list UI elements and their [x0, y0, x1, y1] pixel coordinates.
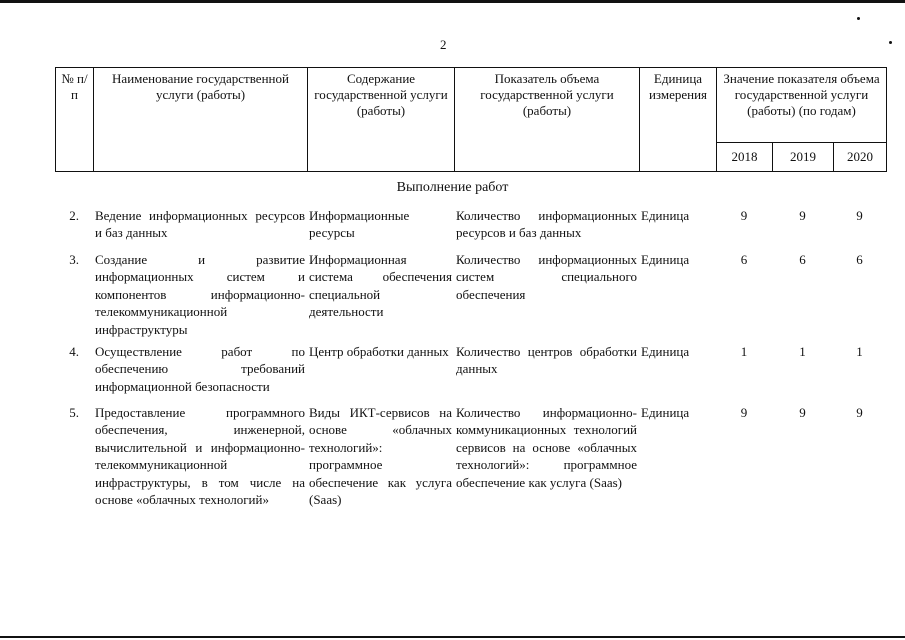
row-value-2019: 6 — [799, 252, 806, 267]
header-service-content: Содержание государственной услуги (работы) — [308, 68, 455, 172]
row-num: 3. — [69, 252, 79, 267]
table-row — [55, 249, 886, 341]
bottom-border-line — [0, 636, 905, 638]
page-number: 2 — [440, 37, 447, 52]
row-service-name: Предоставление программного обеспечения, инженерной, вычислительной и информационно-телекоммуникационной инфраструктуры, в том числе на основе «облачных технологий» — [95, 405, 305, 508]
row-volume-indicator: Количество информационных ресурсов и баз данных — [456, 208, 637, 241]
section-title: Выполнение работ — [396, 180, 509, 195]
scan-speck — [857, 17, 860, 20]
row-value-2020: 9 — [856, 405, 863, 420]
row-unit: Единица — [641, 344, 690, 359]
table-body — [55, 205, 886, 510]
row-unit: Единица — [641, 252, 690, 267]
header-indicator-value: Значение показателя объема государственной услуги (работы) (по годам) — [717, 68, 887, 143]
row-service-content: Виды ИКТ-сервисов на основе «облачных технологий»: программное обеспечение как услуга (Saas) — [309, 405, 452, 508]
table-row — [55, 205, 886, 249]
row-service-name: Ведение информационных ресурсов и баз данных — [95, 208, 305, 241]
header-service-name: Наименование государственной услуги (работы) — [94, 68, 308, 172]
scan-speck — [889, 41, 892, 44]
row-value-2018: 9 — [740, 405, 748, 420]
row-unit: Единица — [641, 405, 690, 420]
row-value-2019: 1 — [799, 344, 806, 359]
row-volume-indicator: Количество информационных систем специального обеспечения — [456, 252, 637, 302]
row-num: 4. — [69, 344, 79, 359]
row-service-content: Центр обработки данных — [309, 344, 449, 359]
row-service-name: Осуществление работ по обеспечению требований информационной безопасности — [95, 344, 305, 394]
table-header — [55, 67, 887, 172]
row-num: 2. — [69, 208, 79, 223]
row-value-2019: 9 — [799, 405, 806, 420]
header-volume-indicator: Показатель объема государственной услуги (работы) — [455, 68, 640, 172]
header-num: № п/п — [56, 68, 94, 172]
row-value-2020: 1 — [856, 344, 863, 359]
row-volume-indicator: Количество центров обработки данных — [456, 344, 637, 377]
row-num: 5. — [69, 405, 79, 420]
row-value-2020: 6 — [856, 252, 863, 267]
table-row — [55, 402, 886, 510]
header-year-2019: 2019 — [773, 143, 834, 172]
header-year-2020: 2020 — [834, 143, 887, 172]
row-service-content: Информационные ресурсы — [309, 208, 410, 241]
table-row — [55, 341, 886, 402]
header-year-2018: 2018 — [717, 143, 773, 172]
row-service-name: Создание и развитие информационных систем и компонентов информационно-телекоммуникационной инфраструктуры — [95, 252, 305, 337]
row-volume-indicator: Количество информационно-коммуникационных технологий сервисов на основе «облачных технологий»: программное обеспечение как услуга (Saas) — [456, 405, 637, 490]
row-value-2020: 9 — [856, 208, 863, 223]
header-unit: Единица измерения — [640, 68, 717, 172]
top-border-line — [0, 0, 905, 3]
row-value-2019: 9 — [799, 208, 806, 223]
row-unit: Единица — [641, 208, 690, 223]
row-service-content: Информационная система обеспечения специальной деятельности — [309, 252, 452, 320]
row-value-2018: 6 — [740, 252, 748, 267]
row-value-2018: 9 — [740, 208, 748, 223]
row-value-2018: 1 — [740, 344, 748, 359]
